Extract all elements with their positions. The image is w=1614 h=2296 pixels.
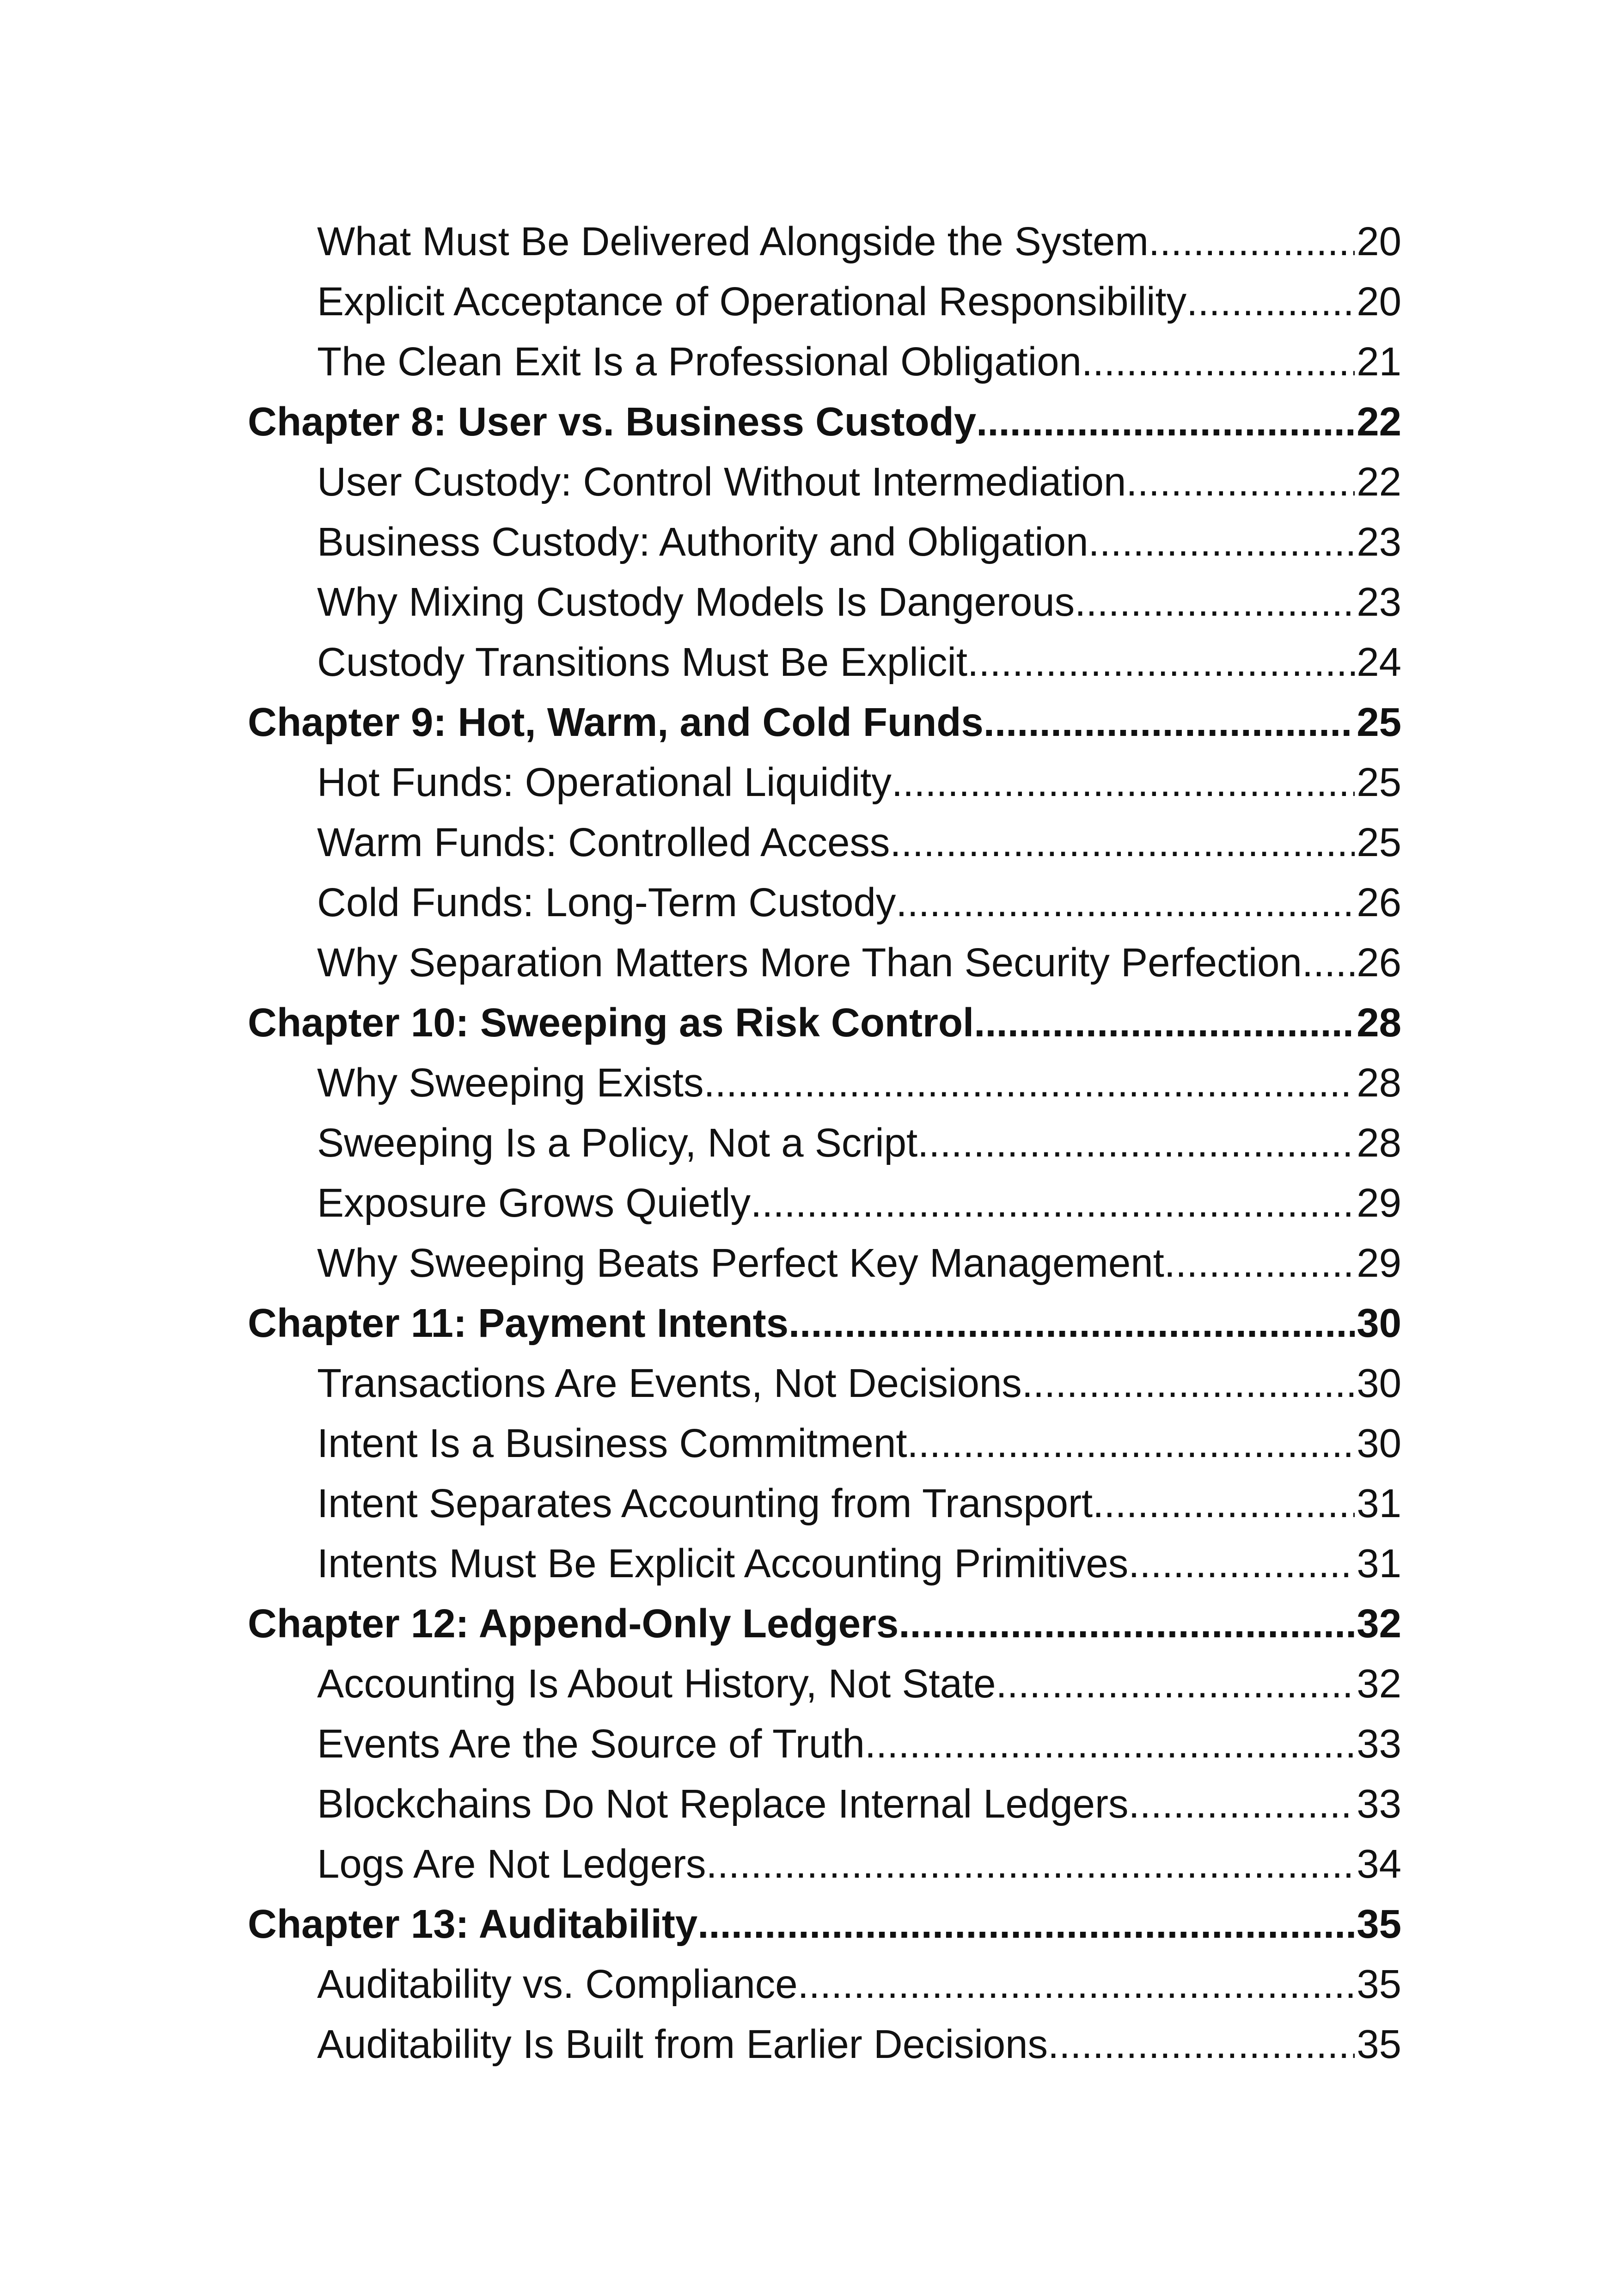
toc-section-entry[interactable] [248, 512, 1401, 572]
toc-entry-title: Events Are the Source of Truth [317, 1721, 865, 1766]
dot-leader [1093, 1474, 1355, 1534]
toc-page-number: 23 [1357, 520, 1401, 564]
toc-entry-title: Logs Are Not Ledgers [317, 1842, 706, 1886]
dot-leader [890, 813, 1355, 873]
toc-page-number: 22 [1357, 399, 1401, 444]
toc-entry-title: Chapter 8: User vs. Business Custody [248, 399, 977, 444]
toc-chapter-entry[interactable] [248, 392, 1401, 452]
dot-leader [789, 1293, 1355, 1353]
toc-page-number: 35 [1357, 2022, 1401, 2067]
toc-entry-title: Business Custody: Authority and Obligation [317, 520, 1088, 564]
dot-leader [865, 1714, 1355, 1774]
dot-leader [1186, 272, 1355, 332]
dot-leader [1048, 2014, 1355, 2075]
toc-entry-title: Intent Separates Accounting from Transport [317, 1481, 1093, 1526]
toc-page-number: 20 [1357, 279, 1401, 324]
toc-page-number: 21 [1357, 339, 1401, 384]
toc-page-number: 29 [1357, 1241, 1401, 1286]
toc-section-entry[interactable] [248, 1173, 1401, 1233]
toc-entry-title: Exposure Grows Quietly [317, 1181, 751, 1225]
toc-page-number: 30 [1357, 1301, 1401, 1346]
toc-entry-title: Sweeping Is a Policy, Not a Script [317, 1120, 918, 1165]
toc-entry-title: Chapter 10: Sweeping as Risk Control [248, 1000, 974, 1045]
toc-section-entry[interactable] [248, 272, 1401, 332]
toc-section-entry[interactable] [248, 1233, 1401, 1293]
toc-chapter-entry[interactable] [248, 1594, 1401, 1654]
table-of-contents [248, 212, 1401, 2075]
dot-leader [996, 1654, 1355, 1714]
toc-section-entry[interactable] [248, 1113, 1401, 1173]
toc-page-number: 22 [1357, 459, 1401, 504]
toc-entry-title: Why Sweeping Exists [317, 1060, 704, 1105]
dot-leader [751, 1173, 1355, 1233]
toc-entry-title: Blockchains Do Not Replace Internal Ledgers [317, 1782, 1129, 1826]
dot-leader [697, 1894, 1355, 1954]
toc-page-number: 28 [1357, 1060, 1401, 1105]
toc-entry-title: Chapter 13: Auditability [248, 1902, 698, 1947]
dot-leader [917, 1113, 1355, 1173]
toc-section-entry[interactable] [248, 1954, 1401, 2014]
toc-page-number: 32 [1357, 1661, 1401, 1706]
toc-page-number: 34 [1357, 1842, 1401, 1886]
dot-leader [1164, 1233, 1355, 1293]
toc-entry-title: Intents Must Be Explicit Accounting Primitives [317, 1541, 1129, 1586]
toc-page-number: 35 [1357, 1962, 1401, 2007]
toc-section-entry[interactable] [248, 2014, 1401, 2075]
toc-page-number: 31 [1357, 1541, 1401, 1586]
dot-leader [907, 1414, 1355, 1474]
toc-entry-title: Why Separation Matters More Than Security Perfection [317, 940, 1302, 985]
toc-page-number: 32 [1357, 1601, 1401, 1646]
toc-section-entry[interactable] [248, 1834, 1401, 1894]
toc-entry-title: What Must Be Delivered Alongside the System [317, 219, 1149, 264]
toc-entry-title: Intent Is a Business Commitment [317, 1421, 907, 1466]
dot-leader [1128, 1774, 1355, 1834]
toc-page-number: 23 [1357, 580, 1401, 625]
toc-entry-title: Why Mixing Custody Models Is Dangerous [317, 580, 1075, 625]
toc-entry-title: Explicit Acceptance of Operational Responsibility [317, 279, 1187, 324]
toc-page-number: 30 [1357, 1361, 1401, 1406]
toc-section-entry[interactable] [248, 1714, 1401, 1774]
toc-section-entry[interactable] [248, 753, 1401, 813]
toc-page-number: 25 [1357, 760, 1401, 805]
dot-leader [967, 632, 1355, 692]
toc-section-entry[interactable] [248, 813, 1401, 873]
toc-entry-title: Why Sweeping Beats Perfect Key Management [317, 1241, 1164, 1286]
toc-section-entry[interactable] [248, 332, 1401, 392]
dot-leader [1149, 212, 1355, 272]
toc-entry-title: Custody Transitions Must Be Explicit [317, 640, 968, 685]
dot-leader [1302, 933, 1355, 993]
dot-leader [976, 392, 1355, 452]
toc-entry-title: Auditability vs. Compliance [317, 1962, 798, 2007]
toc-page-number: 29 [1357, 1181, 1401, 1225]
toc-page-number: 25 [1357, 820, 1401, 865]
toc-section-entry[interactable] [248, 1534, 1401, 1594]
dot-leader [1126, 452, 1355, 512]
toc-section-entry[interactable] [248, 933, 1401, 993]
toc-section-entry[interactable] [248, 1414, 1401, 1474]
toc-section-entry[interactable] [248, 212, 1401, 272]
dot-leader [892, 753, 1355, 813]
toc-page-number: 25 [1357, 700, 1401, 745]
toc-entry-title: Cold Funds: Long-Term Custody [317, 880, 896, 925]
dot-leader [984, 692, 1355, 753]
toc-section-entry[interactable] [248, 1353, 1401, 1414]
toc-section-entry[interactable] [248, 452, 1401, 512]
toc-page-number: 31 [1357, 1481, 1401, 1526]
toc-section-entry[interactable] [248, 1053, 1401, 1113]
toc-entry-title: Warm Funds: Controlled Access [317, 820, 890, 865]
toc-chapter-entry[interactable] [248, 1894, 1401, 1954]
dot-leader [1088, 512, 1355, 572]
dot-leader [896, 873, 1355, 933]
dot-leader [974, 993, 1355, 1053]
toc-section-entry[interactable] [248, 572, 1401, 632]
dot-leader [1082, 332, 1355, 392]
toc-page-number: 35 [1357, 1902, 1401, 1947]
toc-page-number: 33 [1357, 1721, 1401, 1766]
toc-entry-title: Hot Funds: Operational Liquidity [317, 760, 892, 805]
toc-page-number: 30 [1357, 1421, 1401, 1466]
toc-section-entry[interactable] [248, 632, 1401, 692]
toc-page-number: 26 [1357, 880, 1401, 925]
toc-page-number: 26 [1357, 940, 1401, 985]
dot-leader [1128, 1534, 1355, 1594]
toc-entry-title: Chapter 12: Append-Only Ledgers [248, 1601, 899, 1646]
toc-entry-title: Auditability Is Built from Earlier Decisions [317, 2022, 1048, 2067]
toc-entry-title: Transactions Are Events, Not Decisions [317, 1361, 1022, 1406]
toc-entry-title: User Custody: Control Without Intermediation [317, 459, 1126, 504]
toc-chapter-entry[interactable] [248, 1293, 1401, 1353]
toc-section-entry[interactable] [248, 873, 1401, 933]
toc-section-entry[interactable] [248, 1774, 1401, 1834]
toc-entry-title: Accounting Is About History, Not State [317, 1661, 996, 1706]
toc-entry-title: Chapter 9: Hot, Warm, and Cold Funds [248, 700, 984, 745]
toc-page-number: 33 [1357, 1782, 1401, 1826]
dot-leader [1075, 572, 1355, 632]
dot-leader [1022, 1353, 1355, 1414]
toc-chapter-entry[interactable] [248, 692, 1401, 753]
toc-section-entry[interactable] [248, 1654, 1401, 1714]
toc-page-number: 24 [1357, 640, 1401, 685]
dot-leader [899, 1594, 1355, 1654]
toc-page-number: 28 [1357, 1000, 1401, 1045]
toc-entry-title: Chapter 11: Payment Intents [248, 1301, 789, 1346]
dot-leader [703, 1053, 1355, 1113]
toc-page-number: 28 [1357, 1120, 1401, 1165]
toc-section-entry[interactable] [248, 1474, 1401, 1534]
dot-leader [798, 1954, 1355, 2014]
toc-page-number: 20 [1357, 219, 1401, 264]
toc-chapter-entry[interactable] [248, 993, 1401, 1053]
toc-entry-title: The Clean Exit Is a Professional Obligation [317, 339, 1082, 384]
dot-leader [706, 1834, 1355, 1894]
